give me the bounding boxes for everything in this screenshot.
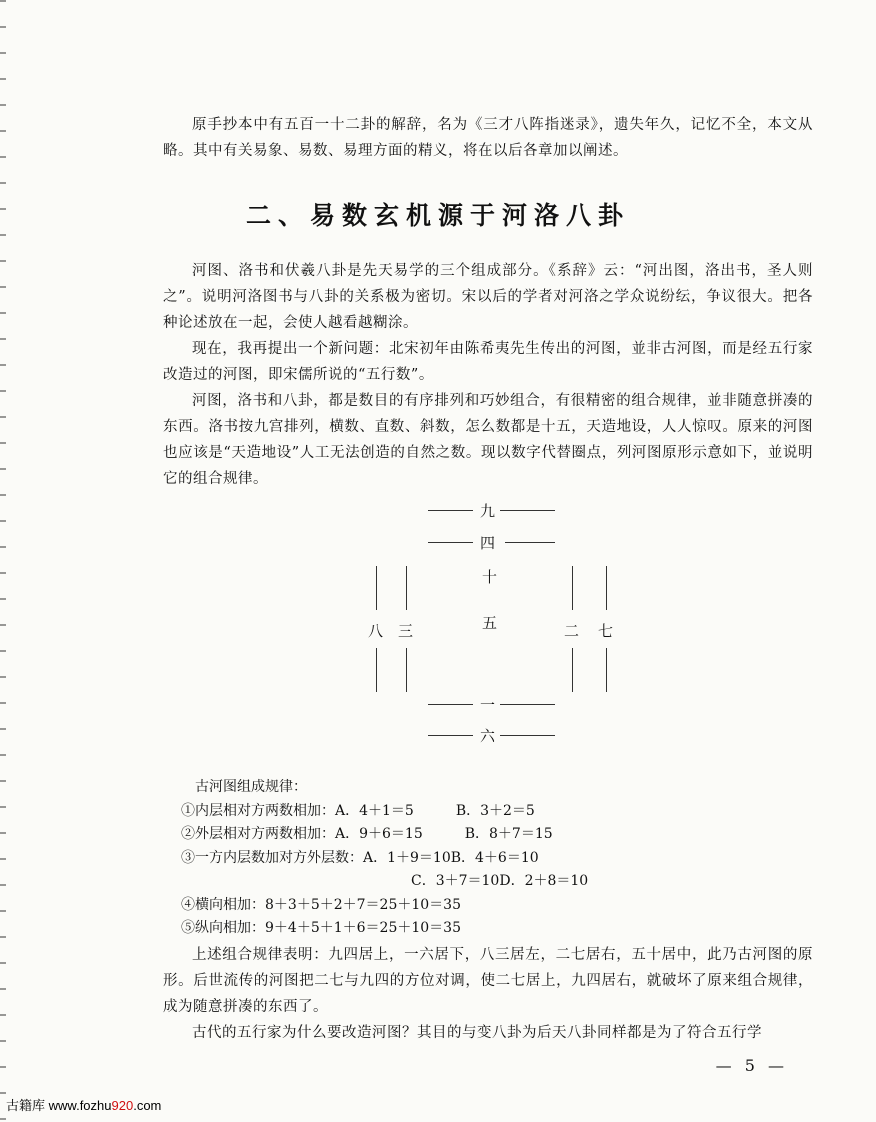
binding-edge xyxy=(0,0,6,1122)
footer-watermark[interactable] xyxy=(6,1095,161,1114)
diagram-right-outer: 七 xyxy=(598,622,614,640)
section-heading: 二、易数玄机源于河洛八卦 xyxy=(245,201,630,230)
diagram-center: 五 xyxy=(482,614,498,632)
paragraph-intro: 原手抄本中有五百一十二卦的解辞，名为《三才八阵指迷录》，遗失年久，记忆不全，本文从略。其中有关易象、易数、易理方面的精义，将在以后各章加以阐述。 xyxy=(163,117,813,159)
footer-url-accent: 920 xyxy=(111,1098,134,1113)
paragraph-conclusion: 上述组合规律表明：九四居上，一六居下，八三居左，二七居右，五十居中，此乃古河图的原形。后世流传的河图把二七与九四的方位对调，使二七居上，九四居右，就破坏了原来组合规律，成为随意拼凑的东西了。 xyxy=(163,947,813,1015)
diagram-right-inner: 二 xyxy=(564,622,580,640)
rules-list xyxy=(181,776,813,941)
rule-5: ⑤纵向相加：9＋4＋5＋1＋6＝25＋10＝35 xyxy=(181,920,461,936)
diagram-left-outer: 八 xyxy=(368,622,384,640)
diagram-bottom-inner: 一 xyxy=(480,696,496,714)
paragraph-new-question: 现在，我再提出一个新问题：北宋初年由陈希夷先生传出的河图，並非古河图，而是经五行家改造过的河图，即宋儒所说的“五行数”。 xyxy=(163,341,813,383)
rule-3a: ③一方内层数加对方外层数：A．1＋9＝10B．4＋6＝10 xyxy=(181,849,539,866)
diagram-top-inner: 四 xyxy=(480,534,496,552)
diagram-center-top: 十 xyxy=(482,568,498,586)
diagram-bottom-outer: 六 xyxy=(480,727,496,745)
rules-title: 古河图组成规律： xyxy=(195,779,307,795)
paragraph-hetu-intro: 河图、洛书和伏羲八卦是先天易学的三个组成部分。《系辞》云：“河出图，洛出书，圣人则之”。说明河洛图书与八卦的关系极为密切。宋以后的学者对河洛之学众说纷纭，争议很大。把各种论述放在一起，会使人越看越糊涂。 xyxy=(163,263,813,331)
footer-url-suffix: .com xyxy=(133,1098,162,1113)
diagram-left-inner: 三 xyxy=(398,622,414,640)
rule-1: ①内层相对方两数相加：A．4＋1＝5 B．3＋2＝5 xyxy=(181,802,535,819)
diagram-top-outer: 九 xyxy=(480,502,496,520)
footer-url-prefix: www.fozhu xyxy=(48,1098,112,1113)
paragraph-combination: 河图，洛书和八卦，都是数目的有序排列和巧妙组合，有很精密的组合规律，並非随意拼凑的东西。洛书按九宫排列，横数、直数、斜数，怎么数都是十五，天造地设，人人惊叹。原来的河图也应该是“天造地设”人工无法创造的自然之数。现以数字代替圈点，列河图原形示意如下，並说明它的组合规律。 xyxy=(163,393,813,487)
paragraph-five-elements: 古代的五行家为什么要改造河图？其目的与变八卦为后天八卦同样都是为了符合五行学 xyxy=(192,1025,762,1041)
rule-3b: C．3＋7＝10D．2＋8＝10 xyxy=(411,873,589,889)
rule-4: ④横向相加：8＋3＋5＋2＋7＝25＋10＝35 xyxy=(181,896,461,913)
rule-2: ②外层相对方两数相加：A．9＋6＝15 B．8＋7＝15 xyxy=(181,826,553,842)
footer-site-name: 古籍库 xyxy=(6,1098,46,1113)
page-number: — 5 — xyxy=(715,1056,788,1075)
